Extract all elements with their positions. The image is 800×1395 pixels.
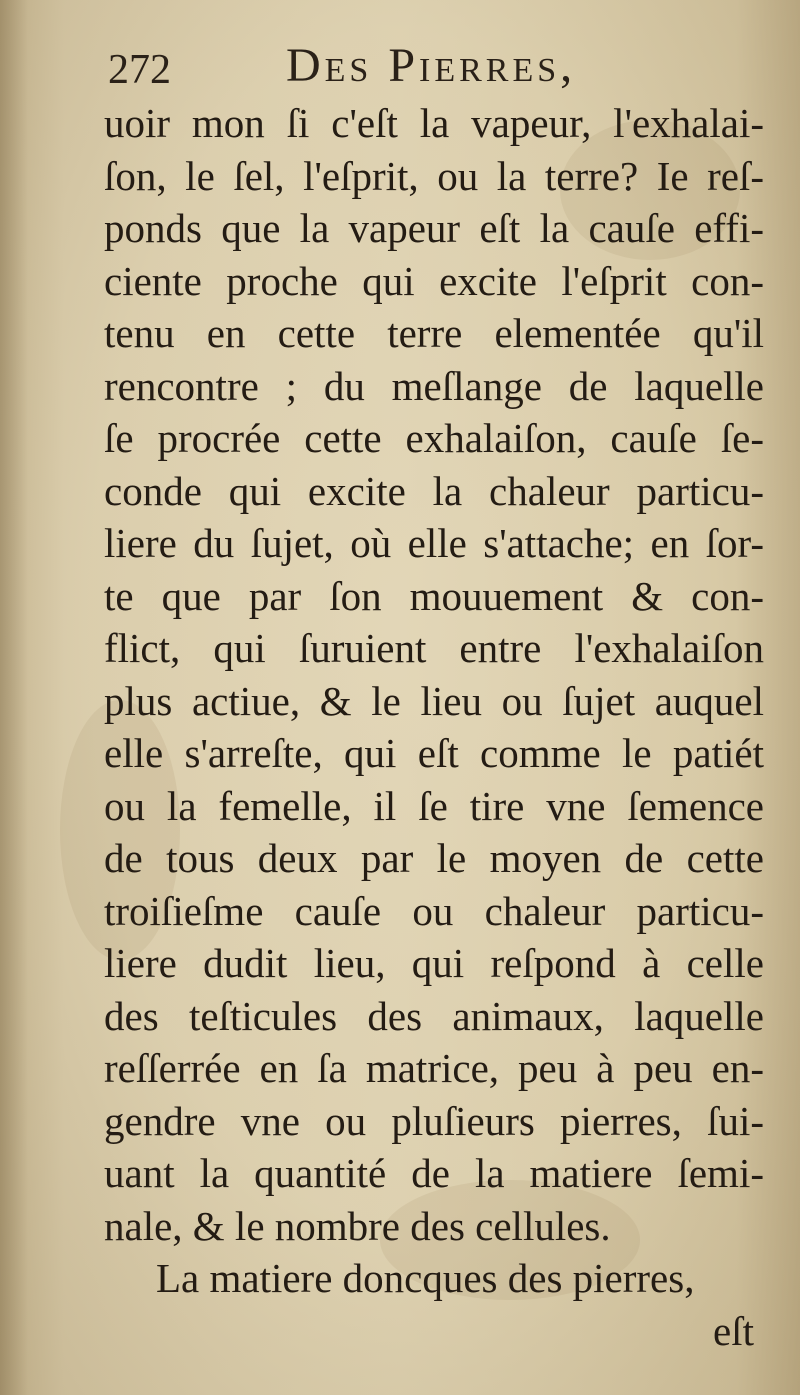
text-line: ponds que la vapeur eſt la cauſe effi- <box>104 205 764 251</box>
text-line: ſe procrée cette exhalaiſon, cauſe ſe- <box>104 415 764 461</box>
spine-shadow <box>0 0 28 1395</box>
text-line: ou la femelle, il ſe tire vne ſemence <box>104 782 764 829</box>
paragraph-start: La matiere doncques des pierres, <box>156 1255 695 1301</box>
text-line: conde qui excite la chaleur particu- <box>104 467 764 514</box>
text-line: nale, & le nombre des cellules. <box>104 1202 611 1249</box>
text-line: uoir mon ſi c'eſt la vapeur, l'exhalai- <box>104 100 764 146</box>
text-line: troiſieſme cauſe ou chaleur particu- <box>104 887 764 934</box>
text-line: tenu en cette terre elementée qu'il <box>104 310 764 356</box>
text-line: uant la quantité de la matiere ſemi- <box>104 1150 764 1196</box>
text-line: des teſticules des animaux, laquelle <box>104 992 764 1039</box>
text-line: te que par ſon mouuement & con- <box>104 572 764 619</box>
text-line: liere dudit lieu, qui reſpond à celle <box>104 940 764 986</box>
text-line: reſſerrée en ſa matrice, peu à peu en- <box>104 1045 764 1091</box>
text-line: plus actiue, & le lieu ou ſujet auquel <box>104 677 764 724</box>
text-line: ciente proche qui excite l'eſprit con- <box>104 257 764 304</box>
running-title: Des Pierres, <box>286 39 577 92</box>
text-line: gendre vne ou pluſieurs pierres, ſui- <box>104 1097 764 1144</box>
text-line: ſon, le ſel, l'eſprit, ou la terre? Ie reſ- <box>104 152 764 199</box>
text-line: liere du ſujet, où elle s'attache; en ſor- <box>104 520 764 566</box>
text-block <box>104 97 764 1357</box>
page-number: 272 <box>108 47 171 93</box>
text-line: de tous deux par le moyen de cette <box>104 835 764 881</box>
catchword: eſt <box>713 1307 754 1354</box>
text-line: rencontre ; du meſlange de laquelle <box>104 362 764 409</box>
text-line: elle s'arreſte, qui eſt comme le patiét <box>104 730 764 776</box>
text-line: flict, qui ſuruient entre l'exhalaiſon <box>104 625 764 671</box>
